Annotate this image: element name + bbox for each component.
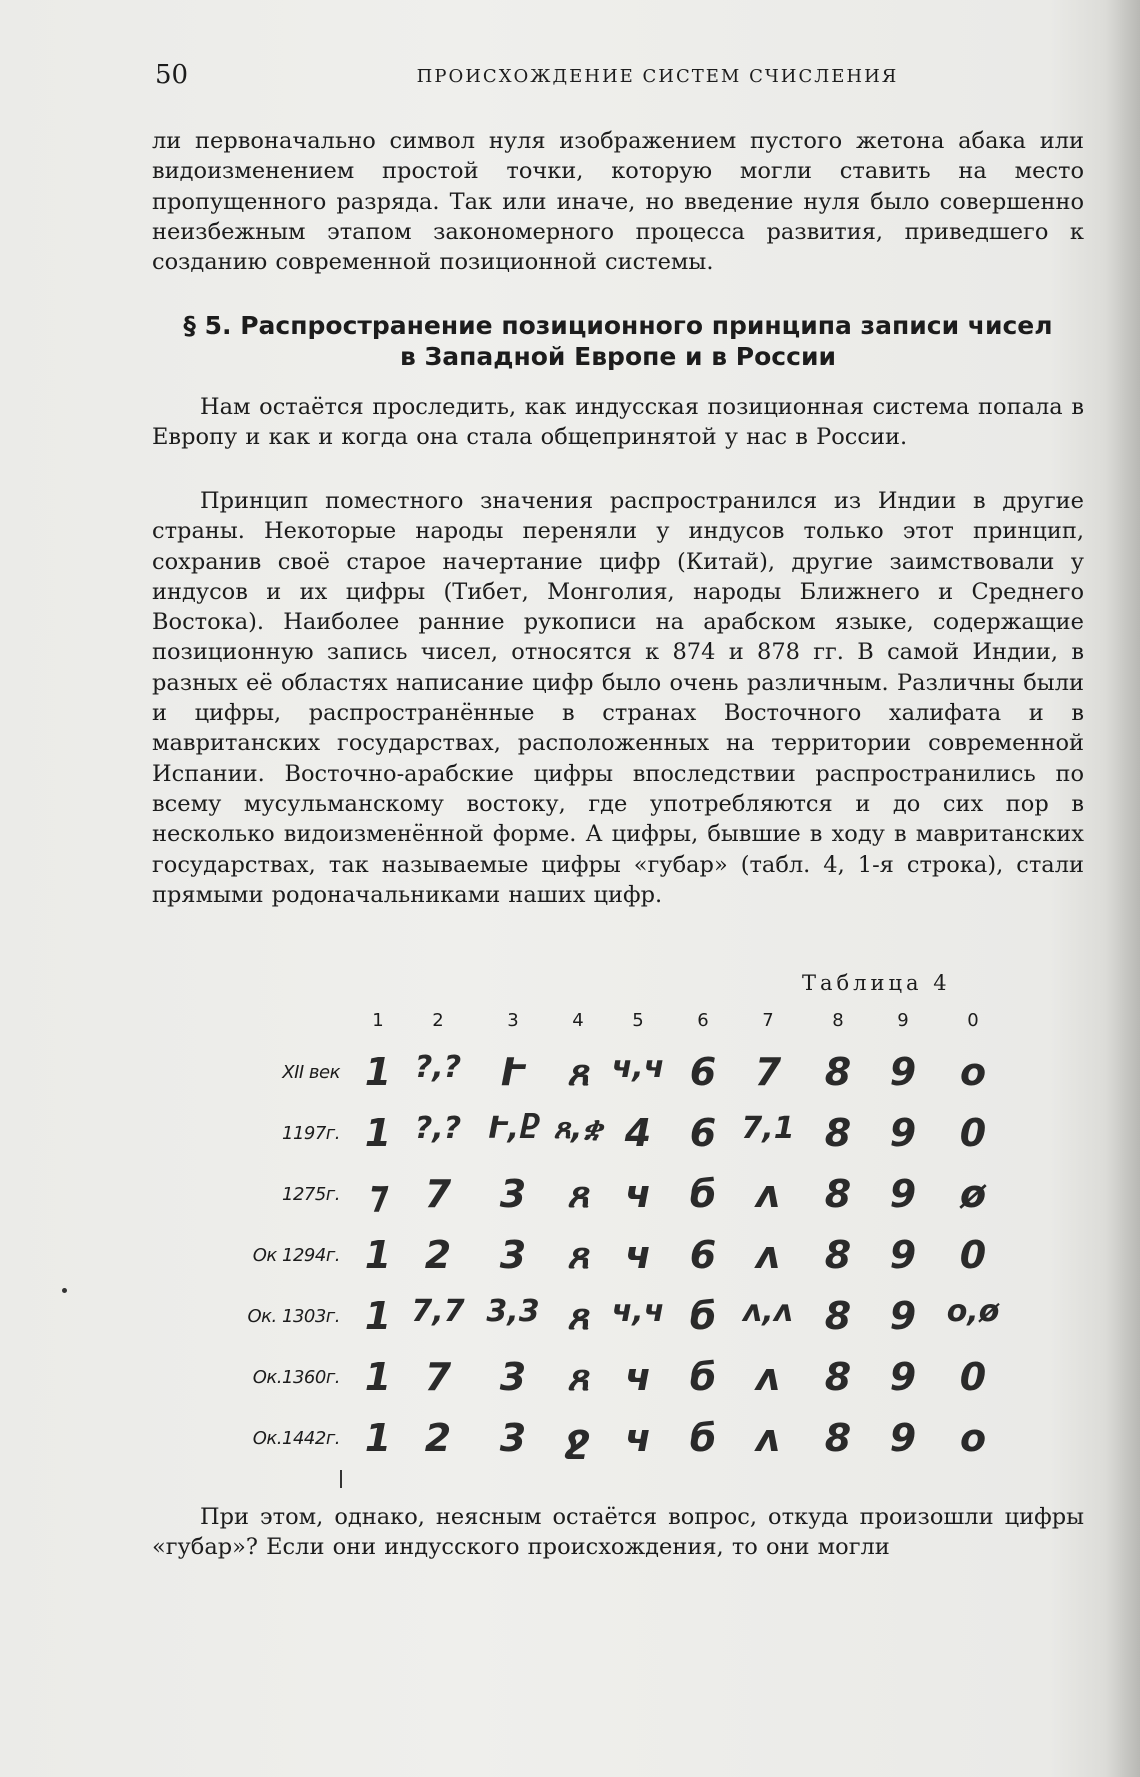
- numeral-glyph: ?,?: [414, 1050, 462, 1085]
- numeral-glyph: 8: [824, 1416, 852, 1460]
- numeral-glyph: б: [689, 1416, 717, 1460]
- numeral-glyph: ջ: [565, 1416, 591, 1460]
- section-title-line-2: в Западной Европе и в России: [400, 342, 836, 371]
- paragraph-2: Нам остаётся проследить, как индусская позиционная система попала в Европу и как и когда она стала общепринятой у нас в России.: [152, 394, 1084, 451]
- table-row: [240, 1292, 1000, 1352]
- row-label: 1275г.: [282, 1184, 340, 1205]
- row-label: Ок. 1303г.: [247, 1306, 340, 1327]
- table-row: [240, 1231, 1000, 1291]
- margin-mark: [340, 1470, 342, 1488]
- running-title: ПРОИСХОЖДЕНИЕ СИСТЕМ СЧИСЛЕНИЯ: [416, 66, 899, 87]
- numeral-glyph: 3: [499, 1233, 527, 1277]
- numeral-glyph: 9: [889, 1050, 917, 1094]
- numeral-glyph: 3: [499, 1416, 527, 1460]
- column-header-3: 3: [507, 1010, 519, 1031]
- numeral-glyph: 2: [424, 1416, 452, 1460]
- numeral-glyph: 1: [364, 1050, 392, 1094]
- table-row: [240, 1048, 1000, 1108]
- numeral-glyph: 7,7: [411, 1294, 465, 1329]
- numeral-table: [240, 1010, 1000, 1480]
- numeral-glyph: 7: [424, 1172, 452, 1216]
- numeral-glyph: ጸ: [566, 1294, 590, 1338]
- section-title: [148, 310, 1088, 372]
- column-header-4: 4: [572, 1010, 584, 1031]
- table-caption: Таблица 4: [802, 971, 951, 995]
- numeral-glyph: б: [689, 1355, 717, 1399]
- numeral-glyph: o: [959, 1050, 987, 1094]
- scan-speck: [62, 1288, 67, 1293]
- numeral-glyph: б: [689, 1172, 717, 1216]
- row-label: Ок.1442г.: [252, 1428, 340, 1449]
- numeral-glyph: 3: [499, 1355, 527, 1399]
- numeral-glyph: ч: [624, 1172, 652, 1216]
- numeral-glyph: ʌ,ʌ: [742, 1294, 794, 1329]
- numeral-glyph: 2: [424, 1233, 452, 1277]
- numeral-glyph: 0: [959, 1233, 987, 1277]
- column-header-8: 8: [832, 1010, 844, 1031]
- numeral-glyph: 9: [889, 1294, 917, 1338]
- numeral-glyph: ч,ч: [611, 1050, 665, 1085]
- numeral-glyph: 1: [364, 1416, 392, 1460]
- numeral-glyph: 6: [689, 1233, 717, 1277]
- section-title-line-1: § 5. Распространение позиционного принципа записи чисел: [183, 311, 1053, 340]
- numeral-glyph: o: [959, 1416, 987, 1460]
- column-header-0: 0: [967, 1010, 979, 1031]
- numeral-glyph: 1: [364, 1111, 392, 1155]
- numeral-glyph: 9: [889, 1111, 917, 1155]
- page-number: 50: [155, 60, 189, 90]
- numeral-glyph: 8: [824, 1233, 852, 1277]
- column-header-7: 7: [762, 1010, 774, 1031]
- numeral-glyph: ⁊: [368, 1172, 388, 1216]
- table-row: [240, 1170, 1000, 1230]
- numeral-glyph: 9: [889, 1355, 917, 1399]
- column-header-6: 6: [697, 1010, 709, 1031]
- numeral-glyph: o,ø: [946, 1294, 1000, 1329]
- table-row: [240, 1414, 1000, 1474]
- column-header-5: 5: [632, 1010, 644, 1031]
- page-header: [155, 60, 1040, 96]
- numeral-glyph: 0: [959, 1111, 987, 1155]
- column-header-1: 1: [372, 1010, 384, 1031]
- table-row: [240, 1353, 1000, 1413]
- numeral-glyph: ጸ: [566, 1355, 590, 1399]
- numeral-glyph: ʌ: [755, 1355, 781, 1399]
- numeral-glyph: ч,ч: [611, 1294, 665, 1329]
- numeral-glyph: ጸ,ቋ: [553, 1111, 603, 1146]
- numeral-glyph: ጸ: [566, 1172, 590, 1216]
- numeral-glyph: 9: [889, 1233, 917, 1277]
- numeral-glyph: 0: [959, 1355, 987, 1399]
- numeral-glyph: 1: [364, 1294, 392, 1338]
- row-label: Ок.1360г.: [252, 1367, 340, 1388]
- numeral-glyph: ጸ: [566, 1233, 590, 1277]
- table-row: [240, 1109, 1000, 1169]
- numeral-glyph: 6: [689, 1050, 717, 1094]
- paragraph-1: ли первоначально символ нуля изображением пустого жетона абака или видоизменением простой точки, которую могли ставить на место пропущенного разряда. Так или иначе, но введение нуля было совершенно неизбежным этапом закономерного процесса развития, приведшего к созданию современной позиционной системы.: [152, 128, 1084, 276]
- paragraph-3: Принцип поместного значения распространился из Индии в другие страны. Некоторые народы переняли у индусов только этот принцип, сохранив своё старое начертание цифр (Китай), другие заимствовали у индусов и их цифры (Тибет, Монголия, народы Ближнего и Среднего Востока). Наиболее ранние рукописи на арабском языке, содержащие позиционную запись чисел, относятся к 874 и 878 гг. В самой Индии, в разных её областях написание цифр было очень различным. Различны были и цифры, распространённые в странах Восточного халифата и в мавританских государствах, расположенных на территории современной Испании. Восточно-арабские цифры впоследствии распространились по всему мусульманскому востоку, где употребляются и до сих пор в несколько видоизменённой форме. А цифры, бывшие в ходу в мавританских государствах, так называемые цифры «губар» (табл. 4, 1-я строка), стали прямыми родоначальниками наших цифр.: [152, 488, 1084, 908]
- row-label: 1197г.: [282, 1123, 340, 1144]
- row-label: Ок 1294г.: [252, 1245, 340, 1266]
- numeral-glyph: ч: [624, 1416, 652, 1460]
- numeral-glyph: ʌ: [755, 1416, 781, 1460]
- numeral-glyph: б: [689, 1294, 717, 1338]
- numeral-glyph: ʌ: [755, 1233, 781, 1277]
- numeral-glyph: 4: [624, 1111, 652, 1155]
- paragraph-4: При этом, однако, неясным остаётся вопрос, откуда произошли цифры «губар»? Если они индусского происхождения, то они могли: [152, 1504, 1084, 1561]
- numeral-glyph: ч: [624, 1233, 652, 1277]
- numeral-glyph: ø: [959, 1172, 987, 1216]
- numeral-glyph: 7: [754, 1050, 782, 1094]
- numeral-glyph: 8: [824, 1355, 852, 1399]
- numeral-glyph: 8: [824, 1172, 852, 1216]
- row-label: XII век: [282, 1062, 340, 1083]
- numeral-glyph: 9: [889, 1172, 917, 1216]
- numeral-glyph: 8: [824, 1294, 852, 1338]
- numeral-glyph: 8: [824, 1111, 852, 1155]
- numeral-glyph: ጸ: [566, 1050, 590, 1094]
- numeral-glyph: 6: [689, 1111, 717, 1155]
- numeral-glyph: 1: [364, 1355, 392, 1399]
- numeral-glyph: 3: [499, 1172, 527, 1216]
- numeral-glyph: 7: [424, 1355, 452, 1399]
- numeral-glyph: ч: [624, 1355, 652, 1399]
- column-header-9: 9: [897, 1010, 909, 1031]
- numeral-glyph: 8: [824, 1050, 852, 1094]
- numeral-glyph: 1: [364, 1233, 392, 1277]
- numeral-glyph: ʌ: [755, 1172, 781, 1216]
- numeral-glyph: Ւ: [500, 1050, 526, 1094]
- numeral-glyph: 3,3: [486, 1294, 540, 1329]
- numeral-glyph: 7,1: [741, 1111, 795, 1146]
- numeral-glyph: 9: [889, 1416, 917, 1460]
- numeral-glyph: ?,?: [414, 1111, 462, 1146]
- numeral-glyph: Ւ,Ⴒ: [488, 1111, 538, 1146]
- column-header-2: 2: [432, 1010, 444, 1031]
